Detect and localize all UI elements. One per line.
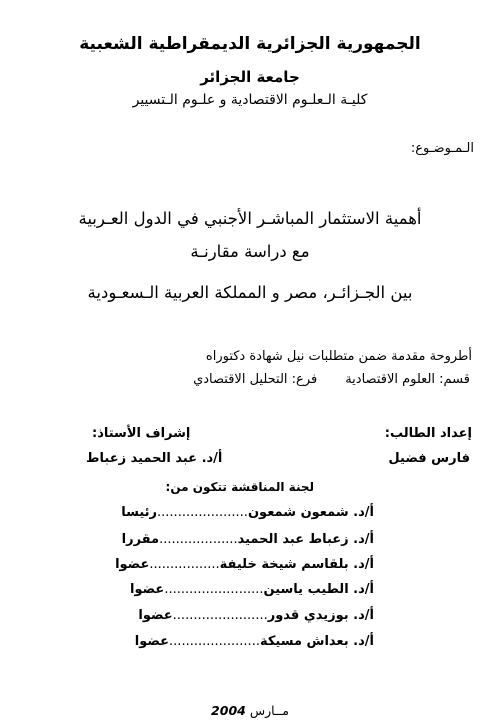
supervisor-label: إشراف الأستاذ: [92, 426, 191, 441]
member-dots: ...................... [157, 505, 248, 520]
title-line-3: بين الجـزائـر، مصر و المملكة العربية الـسعـودية [87, 283, 413, 302]
supervisor-name: أ/د. عبد الحميد زعباط [86, 451, 223, 466]
member-name: أ/د. زعباط عبد الحميد [237, 532, 374, 547]
member-name: أ/د. شمعون شمعون [247, 505, 374, 520]
thesis-note: أطروحة مقدمة ضمن متطلبات نيل شهادة دكتوراه [205, 349, 472, 364]
member-name: أ/د. بوزيدي قدور [267, 608, 374, 623]
member-dots: ................. [149, 557, 220, 572]
department-name: قسم: العلوم الاقتصادية [345, 372, 470, 387]
prepared-by-label: إعداد الطالب: [384, 426, 472, 441]
committee-member [135, 634, 374, 649]
member-name: أ/د. الطيب ياسين [263, 582, 374, 597]
committee-label: لجنة المناقشة تتكون من: [165, 480, 314, 494]
faculty-header: كليـة الـعلـوم الاقتصادية و علـوم الـتسيير [132, 92, 368, 108]
document-date [0, 703, 500, 718]
member-dots: ....................... [172, 608, 268, 623]
member-role: عضوا [130, 582, 165, 597]
title-line-1: أهمية الاستثمار المباشـر الأجنبي في الدول العـربية [78, 209, 422, 228]
date-month: مــارس [249, 703, 289, 718]
member-name: أ/د. بلقاسم شيخة خليفة [219, 557, 374, 572]
member-dots: ...................... [169, 634, 260, 649]
member-role: رئيسا [121, 505, 158, 520]
member-role: مقررا [121, 532, 160, 547]
committee-member [122, 532, 374, 547]
member-name: أ/د. بعداش مسيكة [259, 634, 374, 649]
title-line-2: مع دراسة مقارنـة [190, 242, 310, 261]
committee-member [130, 582, 374, 597]
member-role: عضوا [134, 634, 170, 649]
student-name: فارس فضيل [388, 451, 470, 466]
member-role: عضوا [138, 608, 173, 623]
subject-label: الـمـوضـوع: [410, 141, 474, 156]
committee-member [121, 505, 374, 520]
member-dots: ........................ [164, 582, 264, 597]
member-dots: ................... [159, 532, 238, 547]
university-header: جامعة الجزائر [200, 68, 300, 86]
branch-name: فرع: التحليل الاقتصادي [193, 372, 318, 387]
republic-header: الجمهورية الجزائرية الديمقراطية الشعبية [79, 34, 421, 54]
member-role: عضوا [115, 557, 150, 572]
committee-member [115, 557, 374, 572]
date-year: 2004 [211, 703, 246, 718]
committee-member [138, 608, 374, 623]
department-line [193, 372, 470, 387]
